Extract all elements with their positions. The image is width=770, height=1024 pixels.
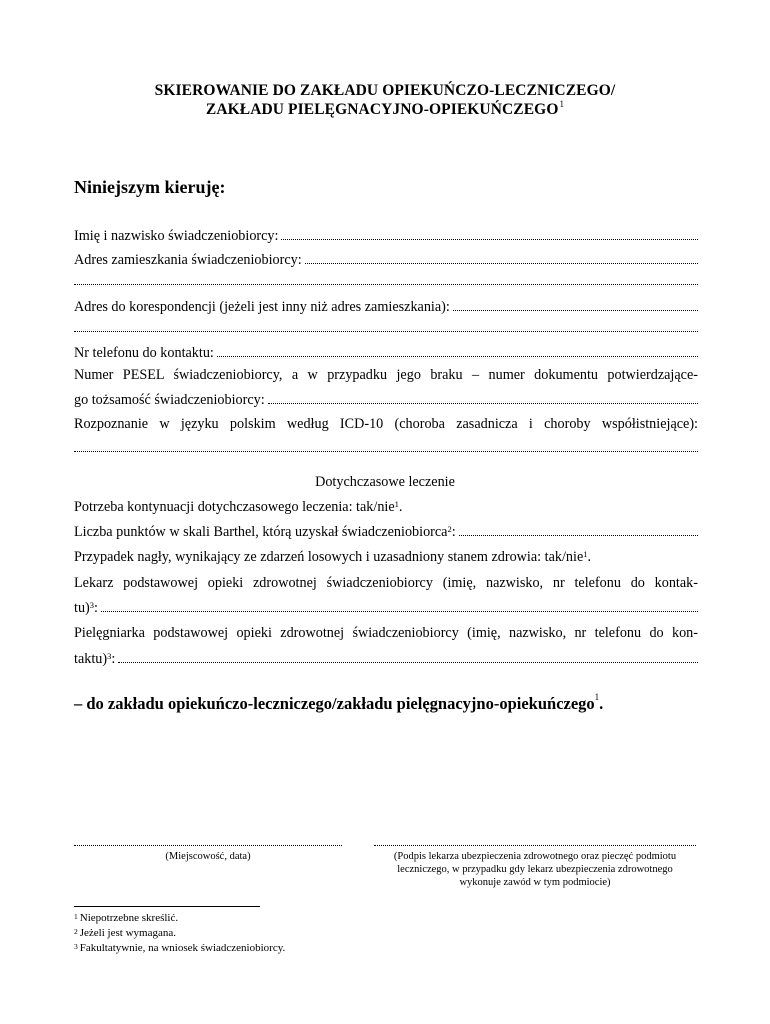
emergency-question: Przypadek nagły, wynikający ze zdarzeń losowych i uzasadniony stanem zdrowia: tak/nie$^1$. xyxy=(74,549,592,565)
signature-caption-line-1: (Podpis lekarza ubezpieczenia zdrowotnego oraz pieczęć podmiotu xyxy=(393,851,677,862)
correspondence-label: Adres do korespondencji (jeżeli jest inny niż adres zamieszkania): xyxy=(74,299,450,315)
name-label: Imię i nazwisko świadczeniobiorcy: xyxy=(74,228,279,244)
continuation-question: Potrzeba kontynuacji dotychczasowego leczenia: tak/nie$^1$. xyxy=(74,499,403,515)
place-date-caption: (Miejscowość, data) xyxy=(165,851,251,862)
barthel-label: Liczba punktów w skali Barthel, którą uzyskał świadczeniobiorca$^2$: xyxy=(74,524,456,540)
address-fill-line[interactable] xyxy=(305,250,698,264)
address-field[interactable] xyxy=(74,250,698,269)
nurse-fill-line[interactable] xyxy=(118,649,698,663)
nurse-label-line-2: taktu)$^3$: xyxy=(74,651,116,667)
footnote-2: $^2$ Jeżeli jest wymagana. xyxy=(74,927,176,939)
pesel-label-line-2: go tożsamość świadczeniobiorcy: xyxy=(74,392,265,408)
treatment-section-title: Dotychczasowe leczenie xyxy=(315,474,455,490)
form-title-line-1: SKIEROWANIE DO ZAKŁADU OPIEKUŃCZO-LECZNICZEGO/ xyxy=(154,82,616,99)
address-label: Adres zamieszkania świadczeniobiorcy: xyxy=(74,252,302,268)
correspondence-fill-line[interactable] xyxy=(453,297,698,311)
doctor-signature-line[interactable] xyxy=(374,844,696,846)
diagnosis-fill-line[interactable] xyxy=(74,450,698,452)
section-heading: Niniejszym kieruję: xyxy=(74,177,226,197)
doctor-field[interactable] xyxy=(74,598,698,617)
doctor-label-line-1: Lekarz podstawowej opieki zdrowotnej świadczeniobiorcy (imię, nazwisko, nr telefonu do kontak- xyxy=(74,575,698,591)
phone-fill-line[interactable] xyxy=(217,343,698,357)
phone-label: Nr telefonu do kontaktu: xyxy=(74,345,214,361)
destination-statement: – do zakładu opiekuńczo-leczniczego/zakładu pielęgnacyjno-opiekuńczego$^1$. xyxy=(74,692,604,713)
doctor-fill-line[interactable] xyxy=(101,598,698,612)
nurse-field[interactable] xyxy=(74,649,698,668)
pesel-fill-line[interactable] xyxy=(268,390,698,404)
footnote-3: $^3$ Fakultatywnie, na wniosek świadczeniobiorcy. xyxy=(74,942,286,954)
name-field[interactable] xyxy=(74,226,698,245)
pesel-label-line-1: Numer PESEL świadczeniobiorcy, a w przypadku jego braku – numer dokumentu potwierdzające- xyxy=(74,367,698,383)
barthel-fill-line[interactable] xyxy=(459,522,698,536)
barthel-field[interactable] xyxy=(74,522,698,541)
diagnosis-label: Rozpoznanie w języku polskim według ICD-10 (choroba zasadnicza i choroby współistniejące): xyxy=(74,416,698,432)
signature-caption-line-2: leczniczego, w przypadku gdy lekarz ubezpieczenia zdrowotnego xyxy=(397,864,673,875)
doctor-signature-caption xyxy=(374,850,696,889)
pesel-field[interactable] xyxy=(74,390,698,409)
nurse-label-line-1: Pielęgniarka podstawowej opieki zdrowotnej świadczeniobiorcy (imię, nazwisko, nr telefonu do kon- xyxy=(74,625,698,641)
doctor-label-line-2: tu)$^3$: xyxy=(74,600,98,616)
phone-field[interactable] xyxy=(74,343,698,362)
address-continuation-line[interactable] xyxy=(74,283,698,285)
signature-caption-line-3: wykonuje zawód w tym podmiocie) xyxy=(459,877,611,888)
footnote-divider xyxy=(74,906,260,907)
correspondence-field[interactable] xyxy=(74,297,698,316)
correspondence-continuation-line[interactable] xyxy=(74,330,698,332)
name-fill-line[interactable] xyxy=(281,226,698,240)
place-date-line[interactable] xyxy=(74,844,342,846)
footnote-1: $^1$ Niepotrzebne skreślić. xyxy=(74,912,179,924)
form-title-line-2: ZAKŁADU PIELĘGNACYJNO-OPIEKUŃCZEGO$^1$ xyxy=(205,99,565,118)
